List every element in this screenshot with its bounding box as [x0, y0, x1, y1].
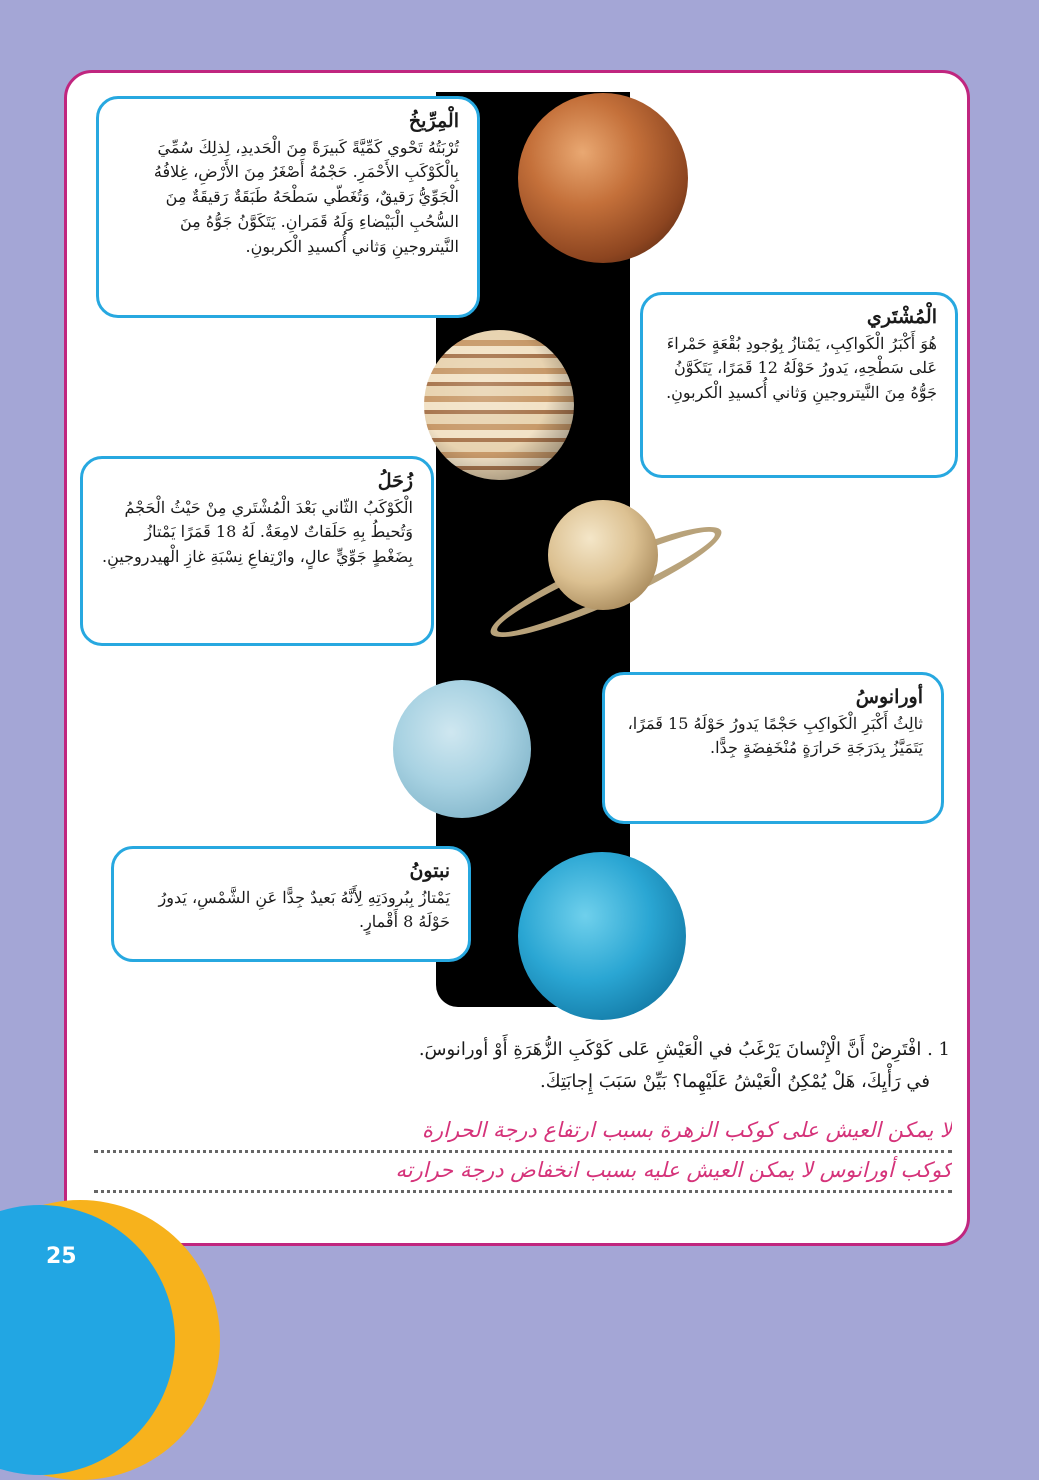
- saturn-title: زُحَلُ: [377, 470, 413, 492]
- question-line-2: في رَأْيِكَ، هَلْ يُمْكِنُ الْعَيْشُ عَلَيْهِما؟ بَيِّنْ سَبَبَ إِجابَتِكَ.: [540, 1070, 930, 1092]
- mars-description: تُرْبَتُهُ تَحْوي كَمِّيَّةً كَبيرَةً مِنَ الْحَديدِ، لِذلِكَ سُمِّيَ بِالْكَوْكَبِ الأَحْمَرِ. حَجْمُهُ أَصْغَرُ مِنَ الأَرْضِ، غِلافُهُ الْجَوِّيُّ رَقيقٌ، وَتُغَطّي سَطْحَهُ طَبَقَةٌ رَقيقَةٌ مِنَ السُّحُبِ الْبَيْضاءِ وَلَهُ قَمَرانِ. يَتَكَوَّنُ جَوُّهُ مِنَ النَّيتروجينِ وَثاني أُكسيدِ الْكربونِ.: [153, 137, 459, 256]
- neptune-title: نبتونُ: [409, 860, 450, 882]
- saturn-description: الْكَوْكَبُ الثّاني بَعْدَ الْمُشْتَري مِنْ حَيْثُ الْحَجْمُ وَتُحيطُ بِهِ حَلَقاتٌ لامِعَةٌ. لَهُ 18 قَمَرًا يَمْتازُ بِضَغْطٍ جَوِّيٍّ عالٍ، وارْتِفاعِ نِسْبَةِ غازِ الْهيدروجينِ.: [102, 497, 413, 567]
- neptune-image: [518, 852, 686, 1020]
- mars-title: الْمِرِّيخُ: [408, 110, 459, 132]
- jupiter-image: [424, 330, 574, 480]
- jupiter-description: هُوَ أَكْبَرُ الْكَواكِبِ، يَمْتازُ بِوُجودِ بُقْعَةٍ حَمْراءَ عَلى سَطْحِهِ، يَدورُ حَوْلَهُ 12 قَمَرًا، يَتَكَوَّنُ جَوُّهُ مِنَ النَّيتروجينِ وَثاني أُكسيدِ الْكربونِ.: [666, 333, 937, 403]
- uranus-title: أورانوسُ: [855, 686, 923, 708]
- uranus-image: [393, 680, 531, 818]
- mars-image: [518, 93, 688, 263]
- saturn-info-box: [80, 456, 434, 646]
- jupiter-info-box: [640, 292, 958, 478]
- question-block: [150, 1034, 950, 1097]
- neptune-description: يَمْتازُ بِبُرودَتِهِ لِأَنَّهُ بَعيدٌ جِدًّا عَنِ الشَّمْسِ، يَدورُ حَوْلَهُ 8 أَقْمارٍ.: [158, 887, 450, 932]
- jupiter-title: الْمُشْتَري: [866, 306, 937, 328]
- uranus-description: ثالِثُ أَكْبَرِ الْكَواكِبِ حَجْمًا يَدورُ حَوْلَهُ 15 قَمَرًا، يَتَمَيَّزُ بِدَرَجَةِ حَرارَةٍ مُنْخَفِضَةٍ جِدًّا.: [627, 713, 923, 758]
- neptune-info-box: [111, 846, 471, 962]
- page-number: 25: [46, 1244, 77, 1269]
- uranus-info-box: [602, 672, 944, 824]
- saturn-image: [548, 500, 658, 610]
- question-line-1: 1 . افْتَرِضْ أَنَّ الْإِنْسانَ يَرْغَبُ في الْعَيْشِ عَلى كَوْكَبِ الزُّهَرَةِ أَوْ أورانوسَ.: [418, 1039, 950, 1060]
- answer-line-1[interactable]: لا يمكن العيش على كوكب الزهرة بسبب ارتفاع درجة الحرارة: [94, 1110, 952, 1153]
- answer-line-2[interactable]: كوكب أورانوس لا يمكن العيش عليه بسبب انخفاض درجة حرارته: [94, 1150, 952, 1193]
- mars-info-box: [96, 96, 480, 318]
